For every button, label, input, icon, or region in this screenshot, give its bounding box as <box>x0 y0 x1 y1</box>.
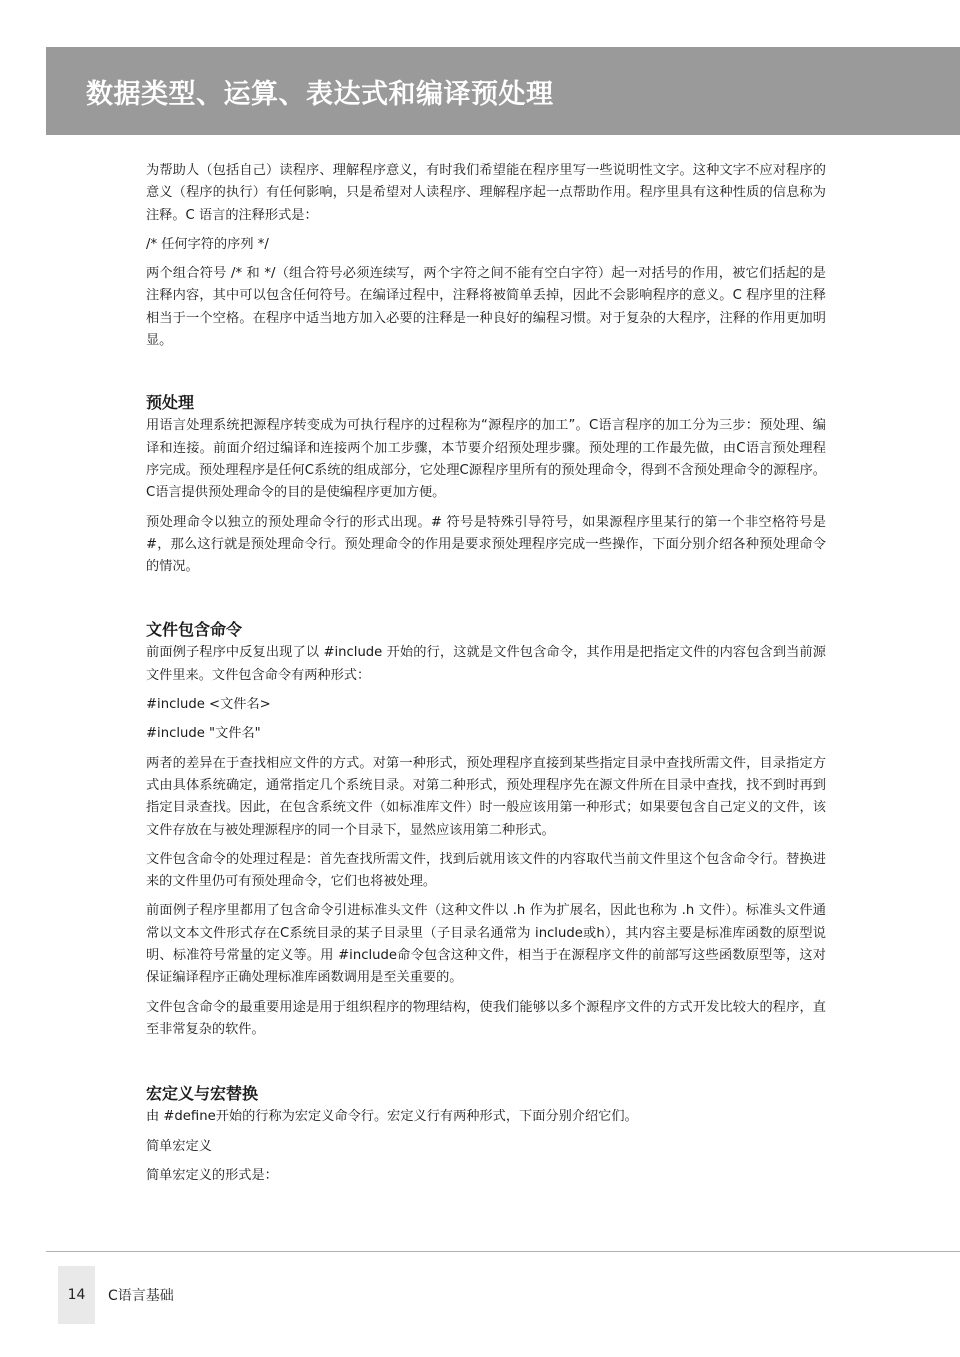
book-title: C语言基础 <box>108 1288 174 1304</box>
comment-syntax-line: /* 任何字符的序列 */ <box>146 236 269 252</box>
section-macro <box>146 1082 826 1187</box>
include-syntax-angle: #include <文件名> <box>146 697 271 713</box>
macro-paragraph-3: 简单宏定义的形式是： <box>146 1167 278 1183</box>
footer-divider <box>46 1251 960 1252</box>
heading-macro: 宏定义与宏替换 <box>146 1084 259 1104</box>
section-intro <box>146 160 826 352</box>
intro-paragraph-1: 为帮助人（包括自己）读程序、理解程序意义，有时我们希望能在程序里写一些说明性文字。这种文字不应对程序的意义（程序的执行）有任何影响，只是希望对人读程序、理解程序起一点帮助作用。程序里具有这种性质的信息称为注释。C 语言的注释形式是： <box>146 163 826 223</box>
macro-subheading-simple: 简单宏定义 <box>146 1138 212 1154</box>
include-syntax-quote: #include "文件名" <box>146 726 261 742</box>
include-paragraph-1: 前面例子程序中反复出现了以 #include 开始的行，这就是文件包含命令，其作用是把指定文件的内容包含到当前源文件里来。文件包含命令有两种形式： <box>146 645 826 683</box>
include-paragraph-5: 文件包含命令的最重要用途是用于组织程序的物理结构，使我们能够以多个源程序文件的方式开发比较大的程序，直至非常复杂的软件。 <box>146 999 826 1037</box>
heading-preprocess: 预处理 <box>146 393 195 413</box>
page-title: 数据类型、运算、表达式和编译预处理 <box>86 79 554 110</box>
section-include <box>146 618 826 1041</box>
intro-paragraph-2: 两个组合符号 /* 和 */（组合符号必须连续写，两个字符之间不能有空白字符）起一对括号的作用，被它们括起的是注释内容，其中可以包含任何符号。在编译过程中，注释将被简单丢掉，因此不会影响程序的意义。C 程序里的注释相当于一个空格。在程序中适当地方加入必要的注释是一种良好的编程习惯。对于复杂的大程序，注释的作用更加明显。 <box>146 266 826 349</box>
preprocess-paragraph-2: 预处理命令以独立的预处理命令行的形式出现。# 符号是特殊引导符号，如果源程序里某行的第一个非空格符号是 #，那么这行就是预处理命令行。预处理命令的作用是要求预处理程序完成一些操作，下面分别介绍各种预处理命令的情况。 <box>146 514 826 575</box>
include-paragraph-4: 前面例子程序里都用了包含命令引进标准头文件（这种文件以 .h 作为扩展名，因此也称为 .h 文件）。标准头文件通常以文本文件形式存在C系统目录的某子目录里（子目录名通常为 include或h），其内容主要是标准库函数的原型说明、标准符号常量的定义等。用 #include命令包含这种文件，相当于在源程序文件的前部写这些函数原型等，这对保证编译程序正确处理标准库函数调用是至关重要的。 <box>146 903 826 986</box>
section-preprocess <box>146 391 826 578</box>
include-paragraph-3: 文件包含命令的处理过程是：首先查找所需文件，找到后就用该文件的内容取代当前文件里这个包含命令行。替换进来的文件里仍可有预处理命令，它们也将被处理。 <box>146 851 826 890</box>
page-content <box>146 160 826 1194</box>
include-paragraph-2: 两者的差异在于查找相应文件的方式。对第一种形式，预处理程序直接到某些指定目录中查找所需文件，目录指定方式由具体系统确定，通常指定几个系统目录。对第二种形式，预处理程序先在源文件所在目录中查找，找不到时再到指定目录查找。因此，在包含系统文件（如标准库文件）时一般应该用第一种形式；如果要包含自己定义的文件，该文件存放在与被处理源程序的同一个目录下，显然应该用第二种形式。 <box>146 755 826 838</box>
page-number: 14 <box>58 1266 95 1324</box>
heading-include: 文件包含命令 <box>146 620 243 640</box>
preprocess-paragraph-1: 用语言处理系统把源程序转变成为可执行程序的过程称为“源程序的加工”。C语言程序的加工分为三步：预处理、编译和连接。前面介绍过编译和连接两个加工步骤，本节要介绍预处理步骤。预处理的工作最先做，由C语言预处理程序完成。预处理程序是任何C系统的组成部分，它处理C源程序里所有的预处理命令，得到不含预处理命令的源程序。C语言提供预处理命令的目的是使编程序更加方便。 <box>146 418 826 501</box>
macro-paragraph-1: 由 #define开始的行称为宏定义命令行。宏定义行有两种形式，下面分别介绍它们。 <box>146 1109 638 1125</box>
